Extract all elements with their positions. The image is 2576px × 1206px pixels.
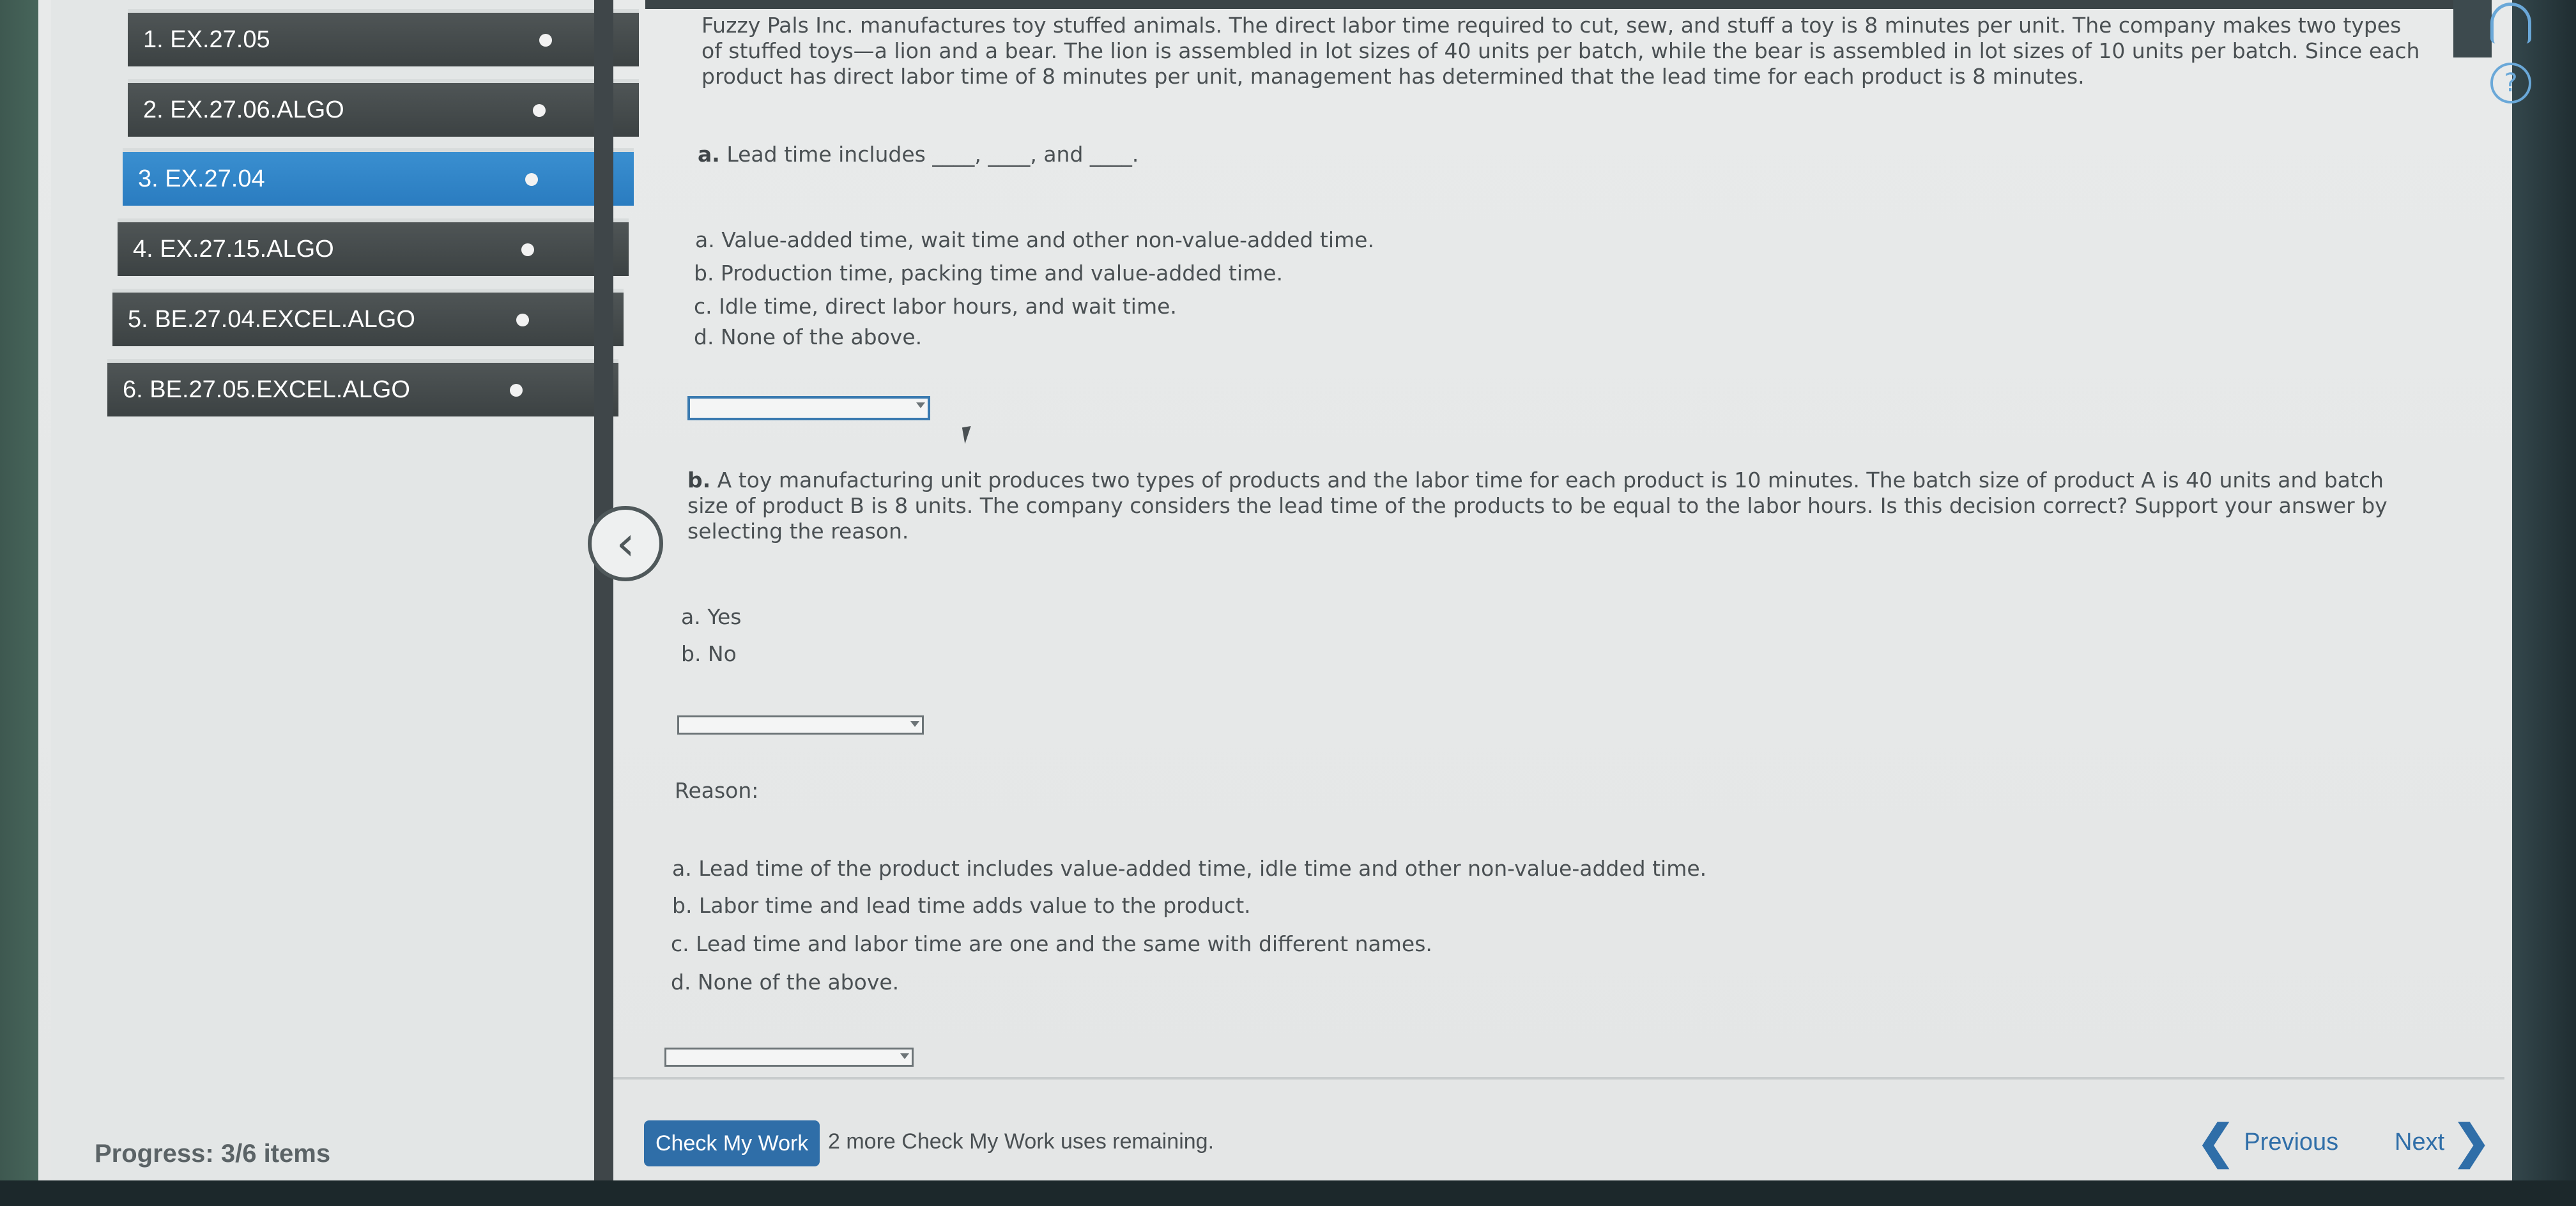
chevron-left-icon: ❮ — [2196, 1117, 2235, 1168]
reason-answer-dropdown[interactable] — [664, 1048, 914, 1067]
sidebar-item-label: 2. EX.27.06.ALGO — [143, 96, 344, 123]
status-dot — [521, 243, 534, 256]
question-content — [613, 0, 2504, 1080]
part-a-question-text: Lead time includes ____, ____, and ____. — [726, 142, 1139, 167]
previous-label: Previous — [2244, 1128, 2339, 1156]
status-check-dot — [516, 314, 529, 326]
part-a-question — [698, 142, 1464, 167]
reason-label: Reason: — [675, 778, 759, 803]
sidebar-item-5[interactable] — [112, 289, 624, 346]
screen-bezel-right — [2512, 0, 2576, 1206]
chevron-right-icon: ❯ — [2452, 1117, 2491, 1168]
status-check-dot — [510, 384, 523, 397]
chevron-left-icon: ‹ — [616, 516, 635, 571]
chevron-down-icon — [910, 721, 919, 727]
status-dot — [539, 34, 552, 47]
status-dot — [525, 173, 538, 186]
reason-option-d: d. None of the above. — [671, 970, 900, 995]
part-a-option-b: b. Production time, packing time and value-added time. — [694, 261, 1284, 286]
part-b-answer-dropdown[interactable] — [677, 715, 924, 735]
sidebar-item-6[interactable] — [107, 359, 618, 416]
part-b-option-no: b. No — [681, 641, 737, 666]
sidebar-divider — [594, 0, 613, 1188]
sidebar-item-3[interactable] — [123, 148, 634, 206]
chevron-down-icon — [916, 402, 925, 408]
status-check-dot — [533, 104, 546, 117]
sidebar-item-1[interactable] — [128, 9, 639, 66]
part-a-letter: a. — [698, 142, 720, 167]
sidebar-item-label: 4. EX.27.15.ALGO — [133, 235, 334, 263]
part-a-answer-dropdown[interactable] — [687, 396, 930, 420]
check-my-work-button[interactable]: Check My Work — [644, 1120, 820, 1166]
sidebar-item-4[interactable] — [118, 218, 629, 276]
next-label: Next — [2395, 1128, 2445, 1156]
footer-divider — [613, 1077, 2504, 1080]
part-b-option-yes: a. Yes — [681, 604, 742, 629]
previous-button[interactable] — [2196, 1117, 2339, 1168]
next-button[interactable] — [2395, 1117, 2491, 1168]
part-a-option-a: a. Value-added time, wait time and other non-value-added time. — [695, 227, 1374, 252]
help-icon[interactable]: ? — [2490, 63, 2531, 103]
screen-bezel-bottom — [0, 1180, 2576, 1206]
part-b-letter: b. — [687, 468, 711, 492]
chevron-down-icon — [900, 1053, 909, 1059]
part-b-question — [687, 468, 2425, 544]
sidebar-item-label: 6. BE.27.05.EXCEL.ALGO — [123, 376, 410, 403]
reason-option-c: c. Lead time and labor time are one and the same with different names. — [671, 931, 1432, 956]
sidebar-item-label: 5. BE.27.04.EXCEL.ALGO — [128, 305, 415, 333]
reason-option-b: b. Labor time and lead time adds value to the product. — [672, 893, 1251, 918]
reason-option-a: a. Lead time of the product includes value-added time, idle time and other non-value-added time. — [672, 856, 1707, 881]
part-a-option-d: d. None of the above. — [694, 324, 923, 349]
progress-indicator: Progress: 3/6 items — [95, 1140, 331, 1168]
part-b-question-text: A toy manufacturing unit produces two types of products and the labor time for each product is 10 minutes. The batch size of product A is 40 units and batch size of product B is 8 units. The company considers the lead time of the products to be equal to the labor hours. Is this decision correct? Support your answer by selecting the reason. — [687, 468, 2388, 544]
sidebar-item-label: 1. EX.27.05 — [143, 26, 270, 53]
sidebar-item-label: 3. EX.27.04 — [138, 165, 265, 192]
problem-intro: Fuzzy Pals Inc. manufactures toy stuffed animals. The direct labor time required to cut, sew, and stuff a toy is 8 minutes per unit. The company makes two types of stuffed toys—a lion and a bear. The lion is assembled in lot sizes of 40 units per batch, while the bear is assembled in lot sizes of 10 units per batch. Since each product has direct labor time of 8 minutes per unit, management has determined that the lead time for each product is 8 minutes. — [702, 13, 2420, 89]
sidebar-item-2[interactable] — [128, 79, 639, 137]
check-uses-remaining: 2 more Check My Work uses remaining. — [828, 1129, 1215, 1154]
part-a-option-c: c. Idle time, direct labor hours, and wait time. — [694, 294, 1177, 319]
